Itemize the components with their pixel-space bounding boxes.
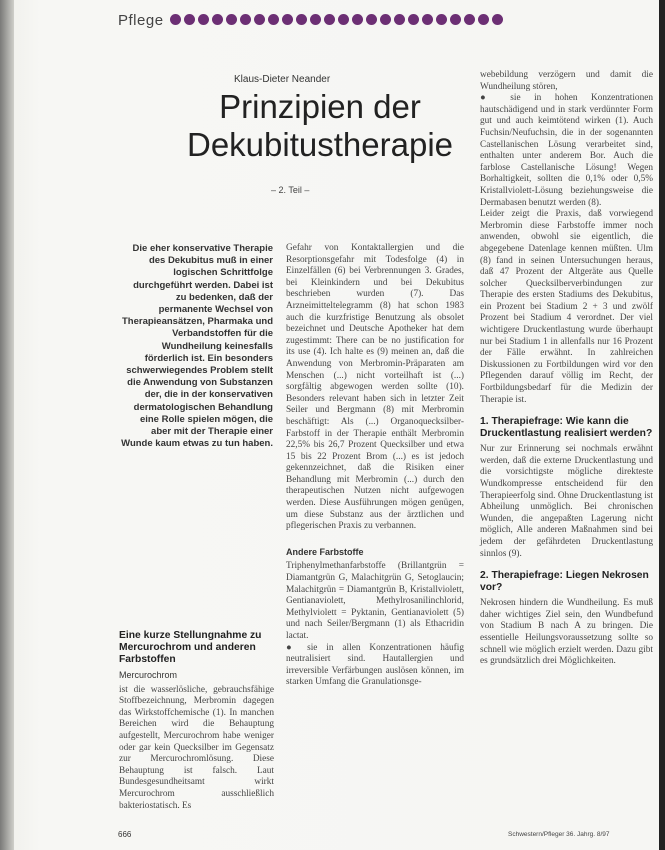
header-dot — [492, 14, 503, 25]
subheading-mercurochrom: Mercurochrom — [119, 670, 178, 680]
header-dot — [352, 14, 363, 25]
header-dot — [408, 14, 419, 25]
header-dot — [422, 14, 433, 25]
section-heading-therapiefrage-1: 1. Therapiefrage: Wie kann die Druckentlastung realisiert werden? — [480, 416, 653, 440]
article-part: – 2. Teil – — [271, 185, 310, 195]
column-right — [480, 70, 653, 668]
header-dot — [464, 14, 475, 25]
header-dot — [254, 14, 265, 25]
paragraph: Gefahr von Kontaktallergien und die Resorptionsgefahr mit Todesfolge (4) in Einzelfällen (6) bei Verbrennungen 3. Grades, bei Kleinkindern und bei Dekubitus beschrieben wurden (7). Das Arzneimitteltelegramm (8) hat schon 1983 auch die kurzfristige Benutzung als obsolet bezeichnet und Deutsche Apotheker hat dem zugestimmt: There can be no justification for its use (4). Ich halte es (9) meinen an, daß die Anwendung von Merbromin-Präparaten am Menschen (...) nicht vorteilhaft ist (...) sorgfältig abgewogen werden sollte (10). Besonders relevant haben sich in letzter Zeit Seiler und Bergmann (8) mit Merbromin beschäftigt: Als (...) Organoquecksilber-Farbstoff in der Therapie enthält Merbromin 22,5% bis 26,7 Prozent Quecksilber und etwa 15 bis 22 Prozent Brom (...) es ist jedoch gekennzeichnet, daß die Risiken einer Behandlung mit Merbromin (...) durch den therapeutischen Nutzen nicht aufgewogen werden. Diese Ausführungen mögen genügen, um diese Substanz aus der ärztlichen und pflegerischen Praxis zu verbannen. — [286, 243, 464, 532]
header-dot — [184, 14, 195, 25]
header-dot — [282, 14, 293, 25]
header-dot — [436, 14, 447, 25]
header-dot — [324, 14, 335, 25]
header-dot — [310, 14, 321, 25]
paragraph: webebildung verzögern und damit die Wundheilung stören, — [480, 70, 653, 92]
paragraph: ist die wasserlösliche, gebrauchsfähige Stoffbezeichnung, Merbromin dagegen das Wirkstoffchemische (1). In manchen Bereichen wird die Behauptung aufgestellt, Mercurochrom habe weniger oder gar kein Quecksilber im Gegensatz zur Mercurochromlösung. Diese Behauptung ist falsch. Laut Bundesgesundheitsamt wirkt Mercurochrom ausschließlich bakteriostatisch. Es — [119, 684, 274, 811]
header-dot — [296, 14, 307, 25]
header-dot — [268, 14, 279, 25]
subheading-andere-farbstoffe: Andere Farbstoffe — [286, 546, 364, 557]
article-author: Klaus-Dieter Neander — [234, 74, 331, 85]
title-line-1: Prinzipien der — [219, 88, 421, 125]
header-dot — [226, 14, 237, 25]
header-dot — [380, 14, 391, 25]
header-dot — [366, 14, 377, 25]
paragraph: ● sie in allen Konzentrationen häufig neutralisiert sind. Hautallergien und irreversible Verfärbungen auslösen können, im starken Umfang die Granulationsge- — [286, 642, 464, 688]
article-lead: Die eher konservative Therapie des Dekubitus muß in einer logischen Schrittfolge durchgeführt werden. Dabei ist zu bedenken, daß der permanente Wechsel von Therapieansätzen, Pharmaka und Verbandstoffen für die Wundheilung keinesfalls förderlich ist. Ein besonders schwerwiegendes Problem stellt die Anwendung von Substanzen der, die in der konservativen dermatologischen Behandlung eine Rolle spielen mögen, die aber mit der Therapie einer Wunde kaum etwas zu tun haben. — [121, 243, 273, 450]
header-dot — [170, 14, 181, 25]
header-dot — [394, 14, 405, 25]
paragraph: Nekrosen hindern die Wundheilung. Es muß daher wichtiges Ziel sein, den Wundbefund von Stadium B nach A zu bringen. Die essentielle Heilungsvoraussetzung sollte so schnell wie möglich erzielt werden. Dazu gibt es grundsätzlich drei Möglichkeiten. — [480, 598, 653, 667]
journal-footer: Schwestern/Pfleger 36. Jahrg. 8/97 — [508, 831, 610, 838]
paragraph: Nur zur Erinnerung sei nochmals erwähnt werden, daß die externe Druckentlastung und die vorsichtigste mögliche direkteste Wundkompresse entscheidend für den Therapieerfolg sind. Ohne Druckentlastung ist Abheilung unmöglich. Bei chronischen Wunden, die angepaßten Lagerung nicht möglich, Alle anderen Maßnahmen sind bei jedem der gefährdeten Druckentlastung sinnlos (9). — [480, 444, 653, 559]
page-spine-shadow — [0, 0, 14, 850]
header-dot — [212, 14, 223, 25]
header-dot — [338, 14, 349, 25]
section-header: Pflege — [118, 12, 164, 29]
header-dot — [450, 14, 461, 25]
paragraph: ● sie in hohen Konzentrationen hautschädigend und in stark verdünnter Form gut und auch keimtötend wirken (1). Auch Fuchsin/Neufuchsin, die in der sogenannten Castellanischen Lösung verarbeitet sind, enthalten unter anderem Bor. Auch die farblose Castellanische Lösung! Wegen Borhaltigkeit, sollten die 0,1% oder 0,5% Kristallviolett-Lösung beziehungsweise die Dermabasen benutzt werden (8). — [480, 93, 653, 208]
column-left — [119, 630, 274, 812]
paragraph: Triphenylmethanfarbstoffe (Brillantgrün = Diamantgrün G, Malachitgrün G, Setoglaucin; Malachitgrün = Diamantgrün B, Kristallviolett, Gentianaviolett, Methylrosanilinchlorid, Methylviolett = Pyktanin, Gentianaviolett (5) und nach Seiler/Bergmann (1) als Ethacridin lactat. — [286, 561, 464, 641]
section-heading-therapiefrage-2: 2. Therapiefrage: Liegen Nekrosen vor? — [480, 570, 649, 594]
title-line-2: Dekubitustherapie — [187, 126, 453, 163]
article-title — [185, 88, 455, 164]
section-heading-mercurochrom: Eine kurze Stellungnahme zu Mercurochrom und anderen Farbstoffen — [119, 630, 262, 665]
section-dot-rule — [170, 14, 503, 25]
page-edge — [659, 0, 665, 850]
paragraph: Leider zeigt die Praxis, daß vorwiegend Merbromin diese Farbstoffe immer noch anwenden, obwohl sie eigentlich, die abgegebene Datenlage kennen müßten. Ulm (8) fand in seinen Untersuchungen heraus, daß 47 Prozent der Altgeräte aus Quelle solcher Quecksilberverbindungen zur Therapie des ersten Stadiums des Dekubitus, ein Prozent bei Stadium 2 + 3 und zwölf Prozent bei Stadium 4 verordnet. Der viel wichtigere Druckentlastung wurde überhaupt nur bei Stadium 1 in allenfalls nur 16 Prozent der Fälle erwähnt. In zahlreichen Diskussionen zu Fortbildungen wird vor den Pflegenden darauf völlig im Recht, der Fortbildungsbedarf für die Medizin der Therapie ist. — [480, 209, 653, 405]
page-number: 666 — [118, 830, 132, 839]
column-middle — [286, 243, 464, 689]
header-dot — [198, 14, 209, 25]
header-dot — [240, 14, 251, 25]
header-dot — [478, 14, 489, 25]
